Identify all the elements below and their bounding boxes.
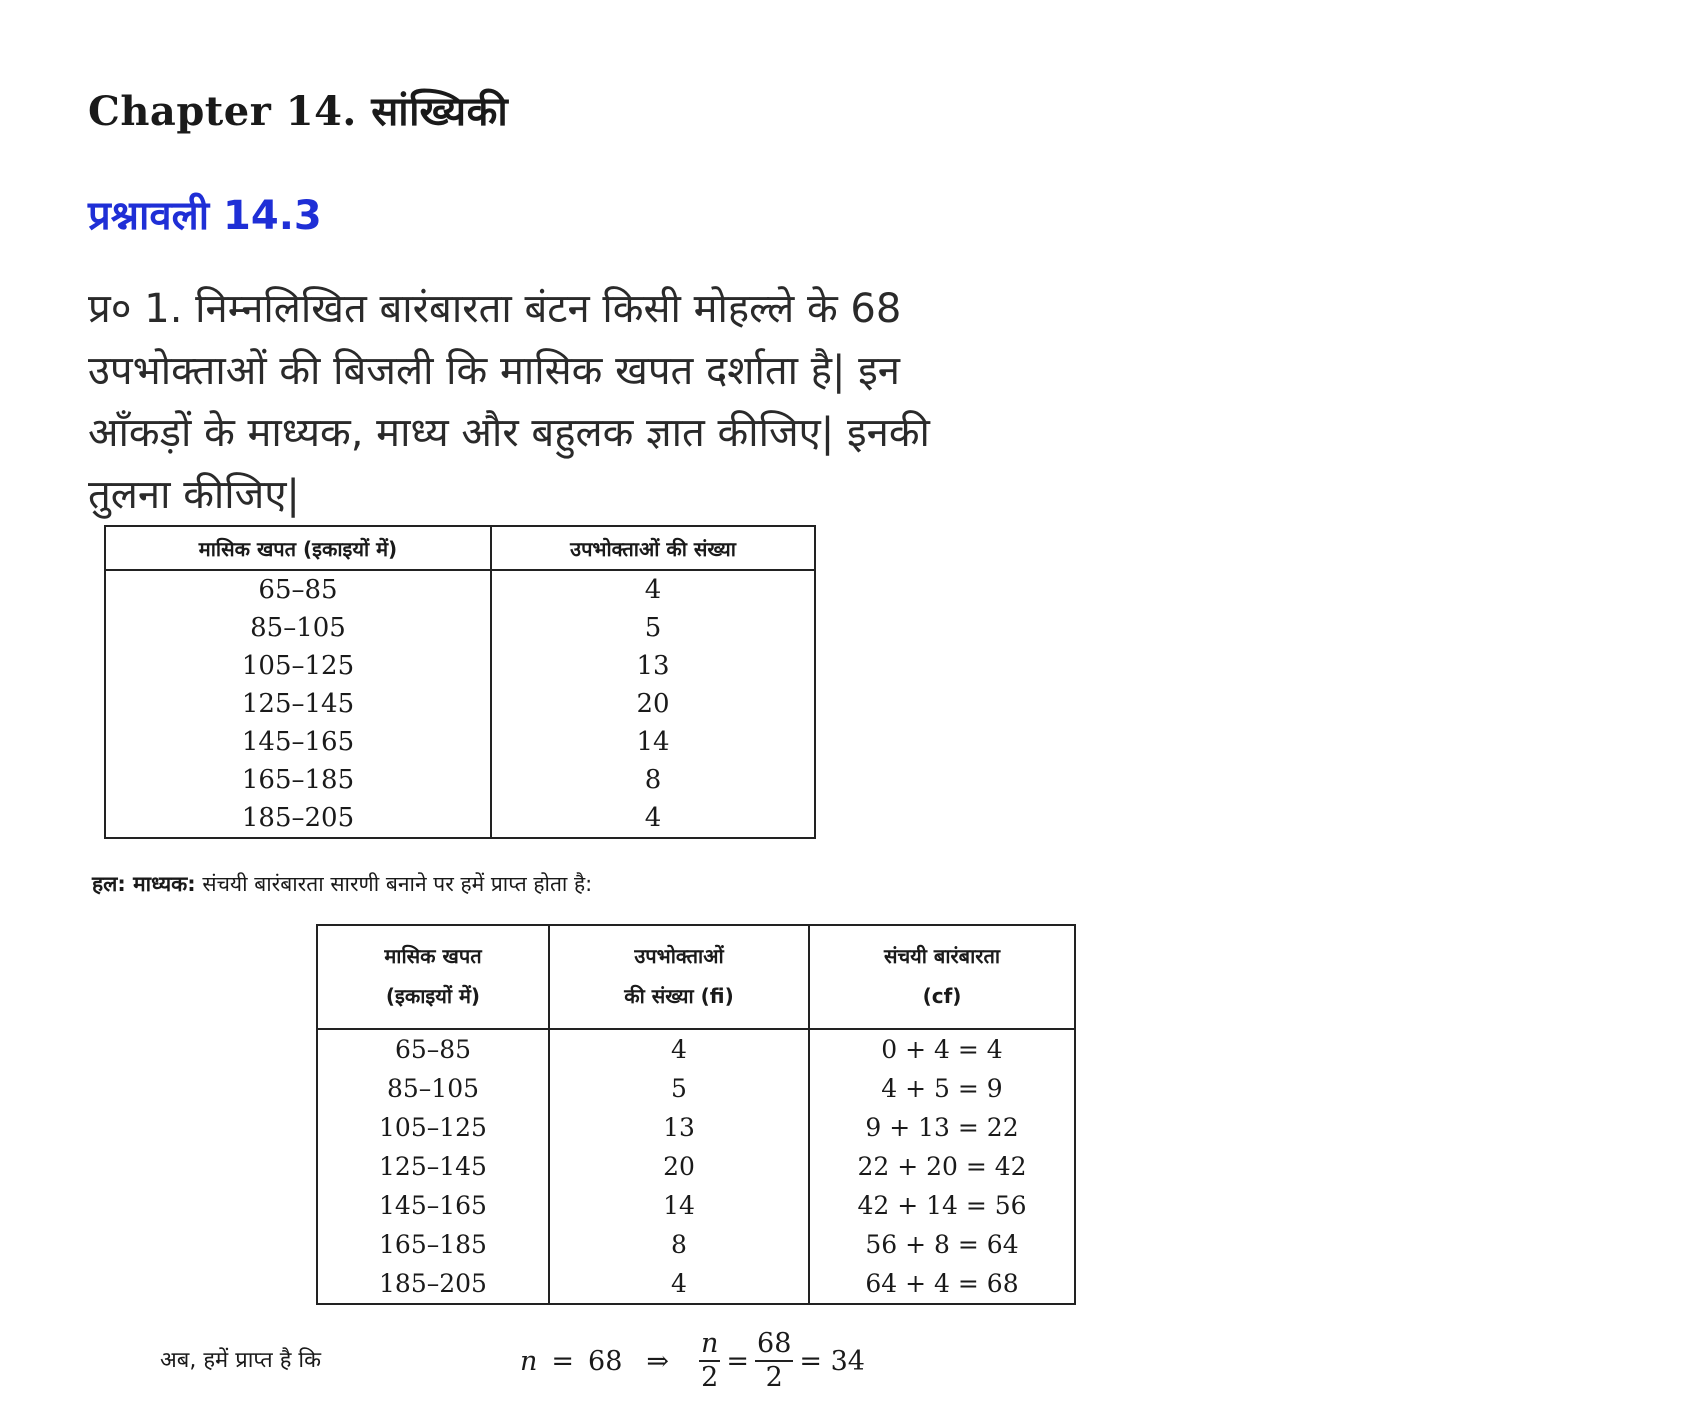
table-row <box>105 723 815 761</box>
n-value: 68 <box>588 1345 623 1377</box>
table-cell: 4 + 5 = 9 <box>881 1074 1003 1103</box>
table-cell: 105–125 <box>317 1108 549 1147</box>
table-cell: 56 + 8 = 64 <box>865 1230 1019 1259</box>
question-line: उपभोक्ताओं की बिजली कि मासिक खपत दर्शाता है| इन <box>88 348 900 394</box>
table-cell: 9 + 13 = 22 <box>865 1113 1019 1142</box>
frequency-table <box>104 525 816 839</box>
table-cell: 64 + 4 = 68 <box>865 1269 1019 1298</box>
equals-sign: = <box>726 1345 750 1377</box>
cumulative-frequency-table <box>316 924 1076 1305</box>
table-cell: 13 <box>549 1108 809 1147</box>
table-cell: 42 + 14 = 56 <box>857 1191 1027 1220</box>
table-cell: 4 <box>549 1029 809 1069</box>
header-line: उपभोक्ताओं <box>634 944 724 968</box>
table-cell: 8 <box>644 765 662 795</box>
table-cell: 85–105 <box>317 1069 549 1108</box>
fraction-denominator: 2 <box>701 1362 719 1393</box>
column-header-consumers <box>549 925 809 1029</box>
table-cell: 185–205 <box>105 799 491 838</box>
implies-sign: ⇒ <box>646 1345 669 1377</box>
equals-sign: = <box>551 1345 575 1377</box>
fraction-n-over-2 <box>699 1328 720 1394</box>
table-cell: 14 <box>549 1186 809 1225</box>
table-cell: 65–85 <box>317 1029 549 1069</box>
table-cell: 22 + 20 = 42 <box>857 1152 1027 1181</box>
table-row <box>317 1029 1075 1069</box>
fraction-denominator: 2 <box>765 1362 783 1393</box>
header-line: की संख्या (fi) <box>624 984 734 1008</box>
column-header-cumulative <box>809 925 1075 1029</box>
table-cell: 165–185 <box>317 1225 549 1264</box>
question-line: प्र० 1. निम्नलिखित बारंबारता बंटन किसी मोहल्ले के 68 <box>88 286 902 332</box>
table-cell: 145–165 <box>105 723 491 761</box>
table-cell: 0 + 4 = 4 <box>881 1035 1003 1064</box>
table-header-row <box>105 526 815 570</box>
table-row <box>317 1186 1075 1225</box>
table-cell: 20 <box>636 689 670 719</box>
table-header-row <box>317 925 1075 1029</box>
table-cell: 125–145 <box>105 685 491 723</box>
solution-text: संचयी बारंबारता सारणी बनाने पर हमें प्राप्त होता है: <box>202 872 593 896</box>
table-cell: 8 <box>549 1225 809 1264</box>
fraction-numerator: 68 <box>755 1328 793 1362</box>
question-line: तुलना कीजिए| <box>88 472 300 518</box>
fraction-68-over-2 <box>755 1328 793 1394</box>
table-cell: 4 <box>644 803 662 833</box>
table-cell: 4 <box>644 575 662 605</box>
header-line: संचयी बारंबारता <box>883 944 1001 968</box>
result-value: = 34 <box>799 1345 865 1377</box>
table-row <box>105 647 815 685</box>
solution-intro <box>92 870 592 898</box>
column-header-consumption: मासिक खपत (इकाइयों में) <box>105 526 491 570</box>
table-row <box>105 799 815 838</box>
table-cell: 125–145 <box>317 1147 549 1186</box>
question-text <box>88 278 1238 526</box>
fraction-numerator: n <box>699 1328 720 1362</box>
column-header-consumers: उपभोक्ताओं की संख्या <box>491 526 815 570</box>
table-cell: 5 <box>549 1069 809 1108</box>
exercise-heading: प्रश्नावली 14.3 <box>88 193 322 239</box>
table-row <box>105 761 815 799</box>
n-variable: n <box>520 1345 538 1377</box>
table-row <box>105 685 815 723</box>
table-cell: 85–105 <box>105 609 491 647</box>
table-row <box>105 609 815 647</box>
header-line: (इकाइयों में) <box>385 984 481 1008</box>
solution-label: हल: माध्यक: <box>92 872 196 896</box>
table-cell: 165–185 <box>105 761 491 799</box>
question-line: आँकड़ों के माध्यक, माध्य और बहुलक ज्ञात कीजिए| इनकी <box>88 410 930 456</box>
median-class-formula <box>520 1328 865 1394</box>
table-cell: 13 <box>636 651 670 681</box>
column-header-consumption <box>317 925 549 1029</box>
table-cell: 4 <box>549 1264 809 1304</box>
table-cell: 65–85 <box>105 570 491 609</box>
table-cell: 185–205 <box>317 1264 549 1304</box>
table-cell: 20 <box>549 1147 809 1186</box>
table-cell: 145–165 <box>317 1186 549 1225</box>
table-cell: 14 <box>636 727 670 757</box>
header-line: (cf) <box>922 984 962 1008</box>
table-row <box>105 570 815 609</box>
header-line: मासिक खपत <box>384 944 482 968</box>
table-row <box>317 1225 1075 1264</box>
table-row <box>317 1108 1075 1147</box>
conclusion-prefix: अब, हमें प्राप्त है कि <box>160 1348 321 1373</box>
table-cell: 105–125 <box>105 647 491 685</box>
table-row <box>317 1264 1075 1304</box>
table-row <box>317 1147 1075 1186</box>
table-row <box>317 1069 1075 1108</box>
table-cell: 5 <box>644 613 662 643</box>
chapter-title: Chapter 14. सांख्यिकी <box>88 88 509 135</box>
